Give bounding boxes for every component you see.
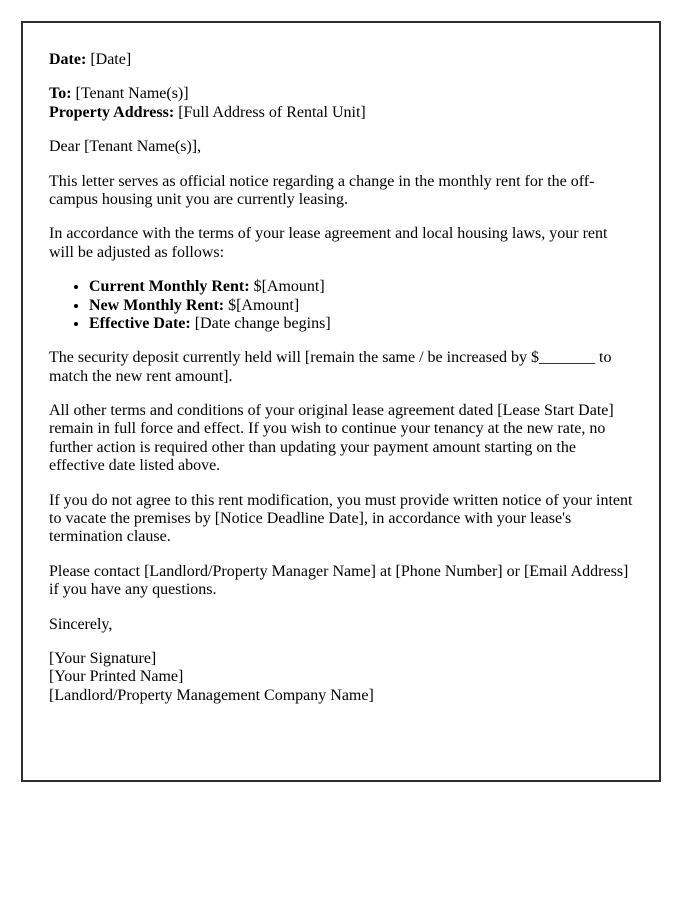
list-item-current-rent bbox=[89, 278, 633, 296]
recipient-block bbox=[49, 85, 633, 122]
to-line bbox=[49, 85, 633, 103]
list-item-effective-date bbox=[89, 315, 633, 333]
new-rent-value: $[Amount] bbox=[224, 296, 300, 314]
paragraph-contact: Please contact [Landlord/Property Manager Name] at [Phone Number] or [Email Address] if you have any questions. bbox=[49, 562, 629, 599]
to-label: To: bbox=[49, 85, 72, 103]
closing: Sincerely, bbox=[49, 615, 113, 633]
date-label: Date: bbox=[49, 51, 87, 68]
salutation: Dear [Tenant Name(s)], bbox=[49, 138, 202, 156]
paragraph-adjustment-intro: In accordance with the terms of your lease agreement and local housing laws, your rent will be adjusted as follows: bbox=[49, 225, 608, 261]
date-value: [Date] bbox=[86, 51, 132, 68]
paragraph-disagreement: If you do not agree to this rent modification, you must provide written notice of your intent to vacate the premises by [Notice Deadline Date], in accordance with your lease's termination clause. bbox=[49, 491, 633, 546]
effective-date-value: [Date change begins] bbox=[190, 314, 331, 332]
property-address-value: [Full Address of Rental Unit] bbox=[174, 103, 366, 121]
current-rent-value: $[Amount] bbox=[249, 278, 325, 296]
date-line bbox=[49, 51, 633, 69]
paragraph-intro: This letter serves as official notice regarding a change in the monthly rent for the off-campus housing unit you are currently leasing. bbox=[49, 172, 595, 208]
effective-date-label: Effective Date: bbox=[89, 314, 191, 332]
list-item-new-rent bbox=[89, 297, 633, 315]
signature-block bbox=[49, 650, 633, 705]
paragraph-security-deposit: The security deposit currently held will [remain the same / be increased by $_______ to match the new rent amount]. bbox=[49, 349, 612, 385]
current-rent-label: Current Monthly Rent: bbox=[89, 278, 250, 296]
property-address-label: Property Address: bbox=[49, 103, 175, 121]
property-address-line bbox=[49, 104, 633, 122]
new-rent-label: New Monthly Rent: bbox=[89, 296, 225, 314]
letter-document bbox=[21, 21, 661, 782]
signature-line: [Your Signature] bbox=[49, 649, 157, 667]
to-value: [Tenant Name(s)] bbox=[71, 85, 189, 103]
company-name-line: [Landlord/Property Management Company Name] bbox=[49, 686, 374, 704]
printed-name-line: [Your Printed Name] bbox=[49, 668, 184, 686]
rent-details-list bbox=[49, 278, 633, 333]
paragraph-terms: All other terms and conditions of your original lease agreement dated [Lease Start Date] remain in full force and effect. If you wish to continue your tenancy at the new rate, no further action is required other than updating your payment amount starting on the effective date listed above. bbox=[49, 402, 614, 475]
